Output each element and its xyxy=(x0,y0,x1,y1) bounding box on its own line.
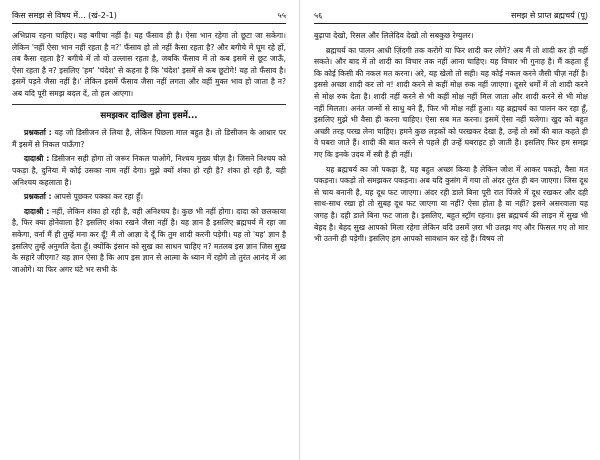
right-page-body xyxy=(314,30,588,245)
left-header-title: किस समझ से विषय में... (खं-2-1) xyxy=(12,11,117,20)
right-paragraph-2: ब्रह्मचर्य का पालन आधी ज़िंदगी तक करोगे या फिर शादी कर लोगे? अब मैं तो शादी कर ही नहीं सकते। और बाद में तो शादी का विचार तक नहीं आना चाहिए। यह विचार भी गुनाह है। मैं कहता हूँ कि कोई किसी की नकल मत करना। अरे, यह खेलो तो सही। यह कोई नकल करने जैसी चीज़ नहीं है। इससे अच्छा शादी कर लो न! शादी करने से कहीं मोक्ष रुक नहीं जाएगा। दूसरे धर्मों में तो शादी करने से मोक्ष रुक देता है। शादी नहीं करने से भी कहीं मोक्ष नहीं मिल जाता और शादी करने से भी मोक्ष नहीं मिलता। अनंत जन्मों से साधु बने हैं, फिर भी मोक्ष नहीं हुआ। यह ब्रह्मचर्य का पालन कर रहा हूँ, इसलिए मुझे भी वैसा ही करना चाहिए। ऐसा सब मत करना। इसमें ऐसा नहीं चलेगा। खुद को बहुत अच्छी तरह परख लेना चाहिए। हमने कुछ लड़कों को परखकर देखा है, उन्हें तो स्त्रों की बात कहते ही वे घबरा जाते हैं। शादी की बात करने से पहले ही उन्हें घबराहट हो जाती है। इसलिए फिर हम समझ गए कि इनके उदय में स्त्री है ही नहीं। xyxy=(314,45,588,159)
right-paragraph-1: बुढ़ापा देखो, रिसल और लिलेदिव देखो तो सबकुछ रेग्युलर। xyxy=(314,31,474,40)
question-1 xyxy=(12,127,286,150)
question-2-text: आपसे पूछकर पक्का कर रहा हूँ। xyxy=(53,192,143,202)
right-paragraph-3: यह ब्रह्मचर्य का जो पकड़ा है, यह बहुत अच्छा किया है लेकिन जोश में आकर पकड़ो, वैसा मत पकड़ना। पकड़ो तो समझकर पकड़ना। अब यदि कुसंग में गया तो अंदर तुरंत ही बन जाएगा। जिस दूध से चाय बनानी है, यह दूध फट जाएगा। अंदर रही डाले बिना पूरी रात पिंजरे में दूध रखकर और दही साथ-साथ रखा हो तो सुबह दूध फट जाएगा या नहीं? ऐसा होता है या नहीं? इसने असरवाला यह जगह है। दही डाले बिना फट जाता है। इसलिए, बहुत स्ट्रॉग रहना। इस ब्रह्मचर्य की लाइन में सुख भी बेहद है। बेहद सुख आपको मिला रहेगा लेकिन यदि उसमें ज़रा भी उलझ गए और फिसल गए तो मार भी उतनी ही पड़ेगी। इसलिए हम आपको सावधान कर रहे हैं। विषय तो xyxy=(314,164,588,244)
right-header-title: समझ से प्राप्त ब्रह्मचर्य (पू) xyxy=(511,11,588,20)
right-page xyxy=(300,0,600,460)
left-page-header xyxy=(12,10,286,24)
question-1-text: यह जो डिसीजन ले लिया है, लेकिन पिछला माल बहुत है। तो डिसीजन के आधार पर मैं इसमें से निकल पाऊँगा? xyxy=(12,128,286,149)
answer-2-speaker: दादाश्री : xyxy=(24,206,50,216)
answer-1 xyxy=(12,153,286,188)
right-page-number: ५६ xyxy=(314,11,323,20)
answer-2 xyxy=(12,206,286,276)
right-page-header xyxy=(314,10,588,24)
left-page-number: ५५ xyxy=(277,11,286,20)
answer-1-speaker: दादाश्री : xyxy=(24,154,50,164)
section-divider xyxy=(12,104,286,105)
question-1-speaker: प्रश्नकर्ता : xyxy=(24,128,52,138)
question-2 xyxy=(12,191,286,203)
answer-1-text: डिसीजन सही होगा तो जरूर निकल पाओगे, निश्चय मुख्य चीज़ है। जिसने निश्चय को पकड़ा है, दुनिया में कोई उसका नाम नहीं देगा। मुझे क्यों शंका हो रही है? शंका हो रही है, यही अनिश्चय कहलाता है। xyxy=(12,154,286,187)
left-page-body xyxy=(12,30,286,275)
question-2-speaker: प्रश्नकर्ता : xyxy=(24,192,52,202)
answer-2-text: नहीं, लेकिन शंका हो रही है, वही अनिश्चय है। कुछ भी नहीं होगा। दादा को छलकाया है, फिर क्या होनेवाला है? इसलिए शंका रखने जैसा नहीं है। यह ज्ञान है इसलिए ब्रह्मचर्य में रहा जा सकेगा, वर्ना मैं ही तुम्हें मना कर दूँ! मैं तो आज्ञा दे दूँ कि तुम शादी करनी पड़ेगी। यह तो 'यह' ज्ञान है इसलिए तुम्हें अनुमति देता हूँ। क्योंकि इंसान को सुख का साधन चाहिए न? मतलब इस ज्ञान जिस सुख के सहारे जीएगा? यह ज्ञान ऐसा है कि आप इस ज्ञान से आत्मा के ध्यान में रहोगे तो तुरंत आनंद में आ जाओगे। या फिर अगर घंटे भर सभी के xyxy=(12,206,286,274)
section-title: समझकर दाखिल होना इसमें... xyxy=(100,110,198,121)
left-paragraph-1: अभिप्राय रहना चाहिए। यह बगीचा नहीं है। यह फँसाव ही है। ऐसा भान रहेगा तो छूटा जा सकेगा। लेकिन 'नहीं ऐसा भान नहीं रहता है न?' फँसाव हो तो नहीं कैसा रहता है? और बगीचे में घूम रहे हों, तब कैसा रहता है? बगीचे में तो वो उल्लास रहता है, जबकि फँसाव में तो कब इसमें से छूट जाऊँ, ऐसा रहता है न? इसलिए 'हम' 'चंदेश' से कहना है कि 'चंदेश' इसमें से कब छूटोगे! यह तो फँसाव है। इसमें पड़ने जैसा नहीं है।' लेकिन इसमें फँसाव जैसा नहीं लगता और वहीं मुक्त भाव हो जाता है न? अब यदि पूरी समझ बदल दें, तो हल आएगा। xyxy=(12,31,286,98)
